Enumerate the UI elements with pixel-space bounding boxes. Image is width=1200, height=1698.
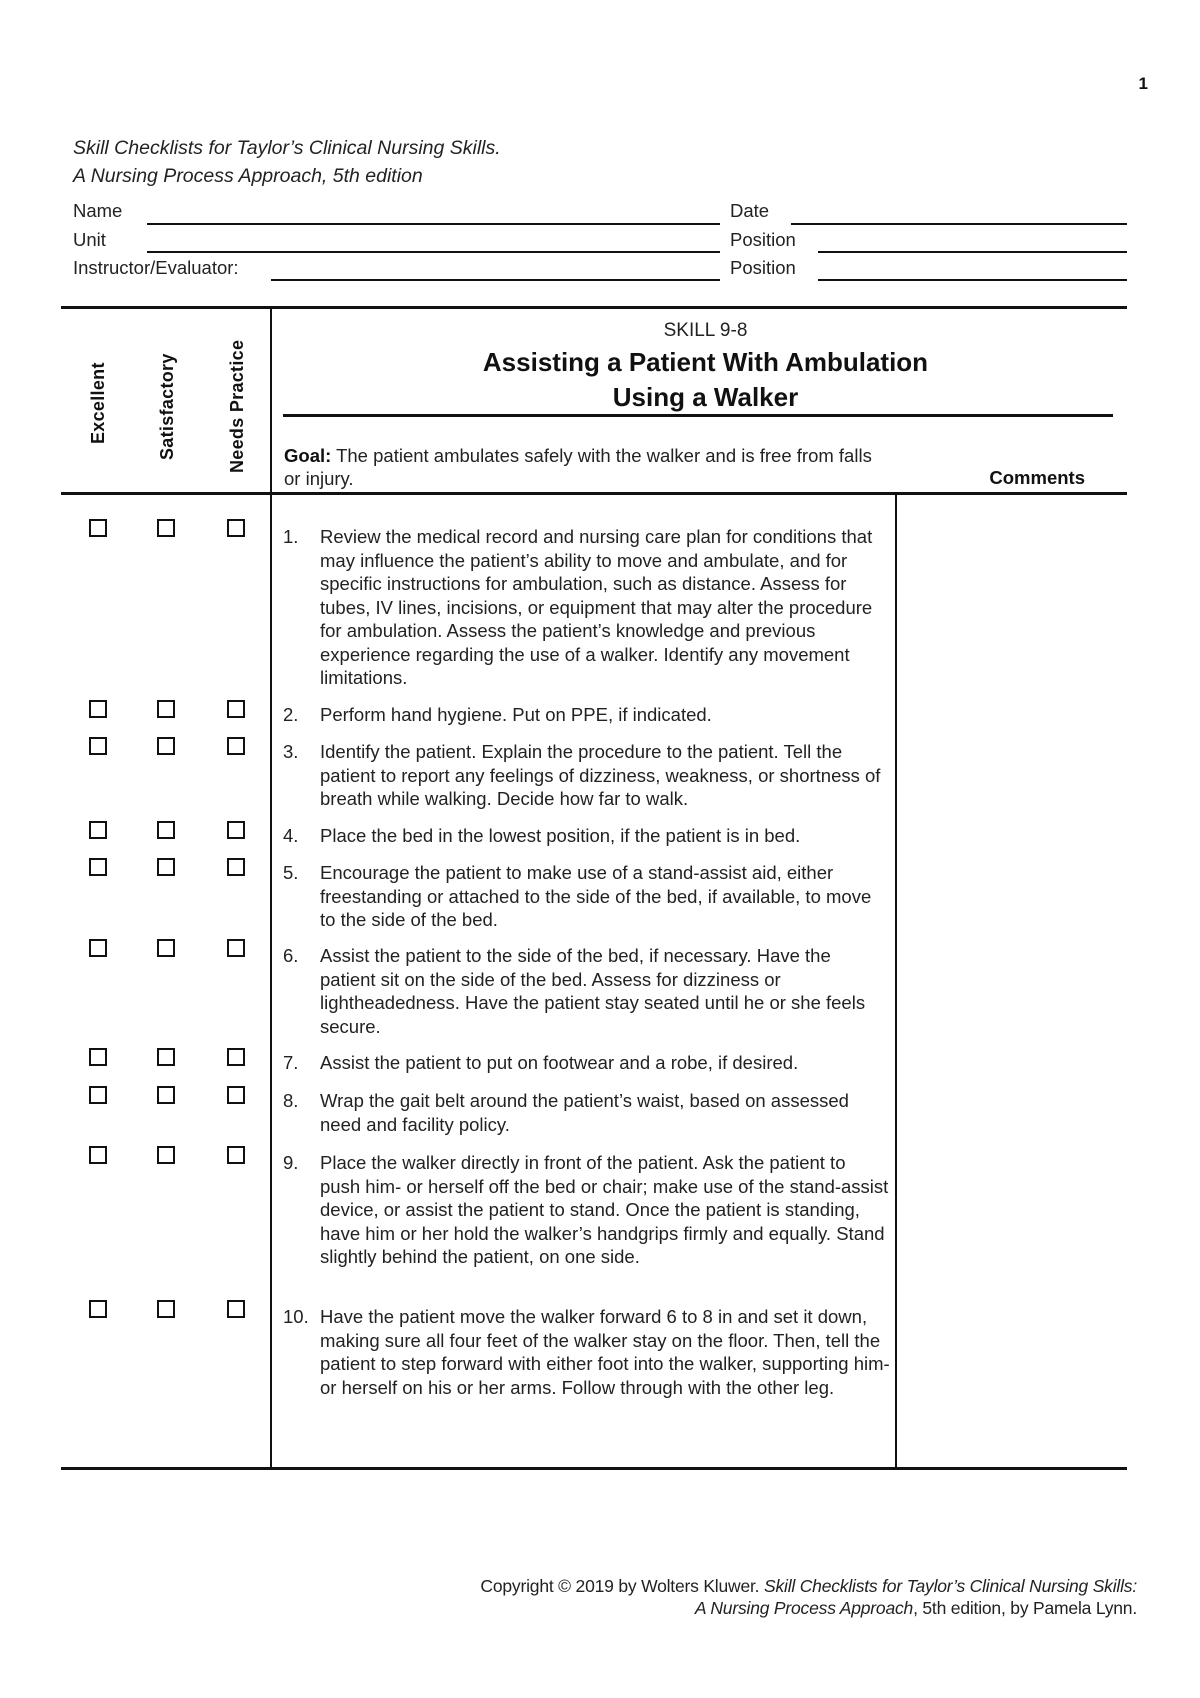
page-number: 1 bbox=[1138, 74, 1148, 93]
step-number: 2. bbox=[283, 704, 299, 725]
skill-title-line1: Assisting a Patient With Ambulation bbox=[482, 347, 929, 377]
goal-label: Goal: bbox=[284, 445, 332, 466]
excellent-checkbox[interactable] bbox=[89, 821, 107, 839]
step-text: Wrap the gait belt around the patient’s waist, based on assessed need and facility policy. bbox=[320, 1090, 849, 1135]
satisfactory-checkbox[interactable] bbox=[157, 1300, 175, 1318]
step-text: Place the walker directly in front of the patient. Ask the patient to push him- or herself off the bed or chair; make use of the stand-assist device, or assist the patient to stand. Once the patient is standing, have him or her hold the walker’s handgrips firmly and equally. Stand slightly behind the patient, on one side. bbox=[320, 1152, 889, 1267]
instructor-label: Instructor/Evaluator: bbox=[73, 257, 239, 278]
needs-practice-checkbox[interactable] bbox=[227, 1048, 245, 1066]
step-number: 3. bbox=[283, 741, 299, 762]
needs-practice-checkbox[interactable] bbox=[227, 1146, 245, 1164]
step-number: 6. bbox=[283, 945, 299, 966]
satisfactory-checkbox[interactable] bbox=[157, 700, 175, 718]
excellent-checkbox[interactable] bbox=[89, 858, 107, 876]
skill-title-line2: Using a Walker bbox=[612, 382, 799, 412]
step-text: Identify the patient. Explain the procedure to the patient. Tell the patient to report any feelings of dizziness, weakness, or shortness of breath while walking. Decide how far to walk. bbox=[320, 741, 881, 809]
needs-practice-checkbox[interactable] bbox=[227, 1086, 245, 1104]
step-number: 5. bbox=[283, 862, 299, 883]
col-excellent: Excellent bbox=[88, 362, 108, 444]
step-text: Have the patient move the walker forward 6 to 8 in and set it down, making sure all four feet of the walker stay on the floor. Then, tell the patient to step forward with either foot into the walker, supporting him- or herself on his or her arms. Follow through with the other leg. bbox=[320, 1306, 890, 1398]
copyright-suffix: , 5th edition, by Pamela Lynn. bbox=[913, 1598, 1137, 1618]
position-field-2[interactable] bbox=[818, 279, 1127, 281]
book-title-line2: A Nursing Process Approach, 5th edition bbox=[73, 165, 423, 187]
step-number: 10. bbox=[283, 1306, 309, 1327]
excellent-checkbox[interactable] bbox=[89, 519, 107, 537]
position-field-1[interactable] bbox=[818, 251, 1127, 253]
table-bottom-border bbox=[61, 1467, 1127, 1470]
table-top-border bbox=[61, 306, 1127, 309]
comments-divider bbox=[895, 494, 897, 1468]
needs-practice-checkbox[interactable] bbox=[227, 858, 245, 876]
col-needs-practice: Needs Practice bbox=[227, 339, 247, 473]
step-text: Assist the patient to the side of the bed, if necessary. Have the patient sit on the side of the bed. Assess for dizziness or lightheadedness. Have the patient stay seated until he or she feels secure. bbox=[320, 945, 866, 1037]
position-label-2: Position bbox=[730, 257, 796, 278]
needs-practice-checkbox[interactable] bbox=[227, 737, 245, 755]
step-text: Encourage the patient to make use of a stand-assist aid, either freestanding or attached to the side of the bed, if available, to move to the side of the bed. bbox=[320, 862, 872, 930]
step-number: 7. bbox=[283, 1052, 299, 1073]
goal-text: The patient ambulates safely with the walker and is free from falls or injury. bbox=[284, 445, 872, 489]
step-number: 4. bbox=[283, 825, 299, 846]
step-number: 9. bbox=[283, 1152, 299, 1173]
unit-field[interactable] bbox=[147, 251, 720, 253]
step-text: Assist the patient to put on footwear and a robe, if desired. bbox=[320, 1052, 799, 1073]
goal bbox=[284, 444, 884, 490]
needs-practice-checkbox[interactable] bbox=[227, 700, 245, 718]
satisfactory-checkbox[interactable] bbox=[157, 858, 175, 876]
step-text: Perform hand hygiene. Put on PPE, if indicated. bbox=[320, 704, 712, 725]
comments-area[interactable] bbox=[898, 496, 1126, 1466]
rating-divider bbox=[270, 306, 272, 1469]
date-label: Date bbox=[730, 200, 770, 221]
instructor-field[interactable] bbox=[271, 279, 720, 281]
unit-label: Unit bbox=[73, 229, 106, 250]
needs-practice-checkbox[interactable] bbox=[227, 519, 245, 537]
satisfactory-checkbox[interactable] bbox=[157, 1048, 175, 1066]
comments-header: Comments bbox=[989, 467, 1085, 488]
copyright-book-title: Skill Checklists for Taylor’s Clinical Nursing Skills: bbox=[763, 1576, 1137, 1596]
step-number: 8. bbox=[283, 1090, 299, 1111]
excellent-checkbox[interactable] bbox=[89, 737, 107, 755]
satisfactory-checkbox[interactable] bbox=[157, 821, 175, 839]
satisfactory-checkbox[interactable] bbox=[157, 939, 175, 957]
name-field[interactable] bbox=[147, 223, 720, 225]
book-title bbox=[73, 134, 501, 190]
satisfactory-checkbox[interactable] bbox=[157, 1146, 175, 1164]
skill-title bbox=[283, 345, 1128, 415]
copyright-line2 bbox=[337, 1597, 1137, 1619]
step-number: 1. bbox=[283, 526, 299, 547]
satisfactory-checkbox[interactable] bbox=[157, 519, 175, 537]
excellent-checkbox[interactable] bbox=[89, 939, 107, 957]
skill-number: SKILL 9-8 bbox=[663, 320, 748, 341]
excellent-checkbox[interactable] bbox=[89, 1300, 107, 1318]
copyright-prefix: Copyright © 2019 by Wolters Kluwer. bbox=[480, 1576, 764, 1596]
position-label-1: Position bbox=[730, 229, 796, 250]
date-field[interactable] bbox=[791, 223, 1127, 225]
needs-practice-checkbox[interactable] bbox=[227, 821, 245, 839]
needs-practice-checkbox[interactable] bbox=[227, 939, 245, 957]
excellent-checkbox[interactable] bbox=[89, 1086, 107, 1104]
copyright-footer bbox=[337, 1575, 1137, 1619]
step-text: Review the medical record and nursing care plan for conditions that may influence the patient’s ability to move and ambulate, and for specific instructions for ambulation, such as distance. Assess for tubes, IV lines, incisions, or equipment that may alter the procedure for ambulation. Assess the patient’s knowledge and previous experience regarding the use of a walker. Identify any movement limitations. bbox=[320, 526, 873, 688]
needs-practice-checkbox[interactable] bbox=[227, 1300, 245, 1318]
table-header-border bbox=[61, 492, 1127, 495]
name-label: Name bbox=[73, 200, 123, 221]
satisfactory-checkbox[interactable] bbox=[157, 737, 175, 755]
excellent-checkbox[interactable] bbox=[89, 1146, 107, 1164]
excellent-checkbox[interactable] bbox=[89, 700, 107, 718]
book-title-line1: Skill Checklists for Taylor’s Clinical Nursing Skills. bbox=[73, 137, 501, 159]
col-satisfactory: Satisfactory bbox=[157, 353, 177, 460]
step-text: Place the bed in the lowest position, if the patient is in bed. bbox=[320, 825, 801, 846]
copyright-line1 bbox=[337, 1575, 1137, 1597]
excellent-checkbox[interactable] bbox=[89, 1048, 107, 1066]
copyright-book-subtitle: A Nursing Process Approach bbox=[694, 1598, 914, 1618]
satisfactory-checkbox[interactable] bbox=[157, 1086, 175, 1104]
